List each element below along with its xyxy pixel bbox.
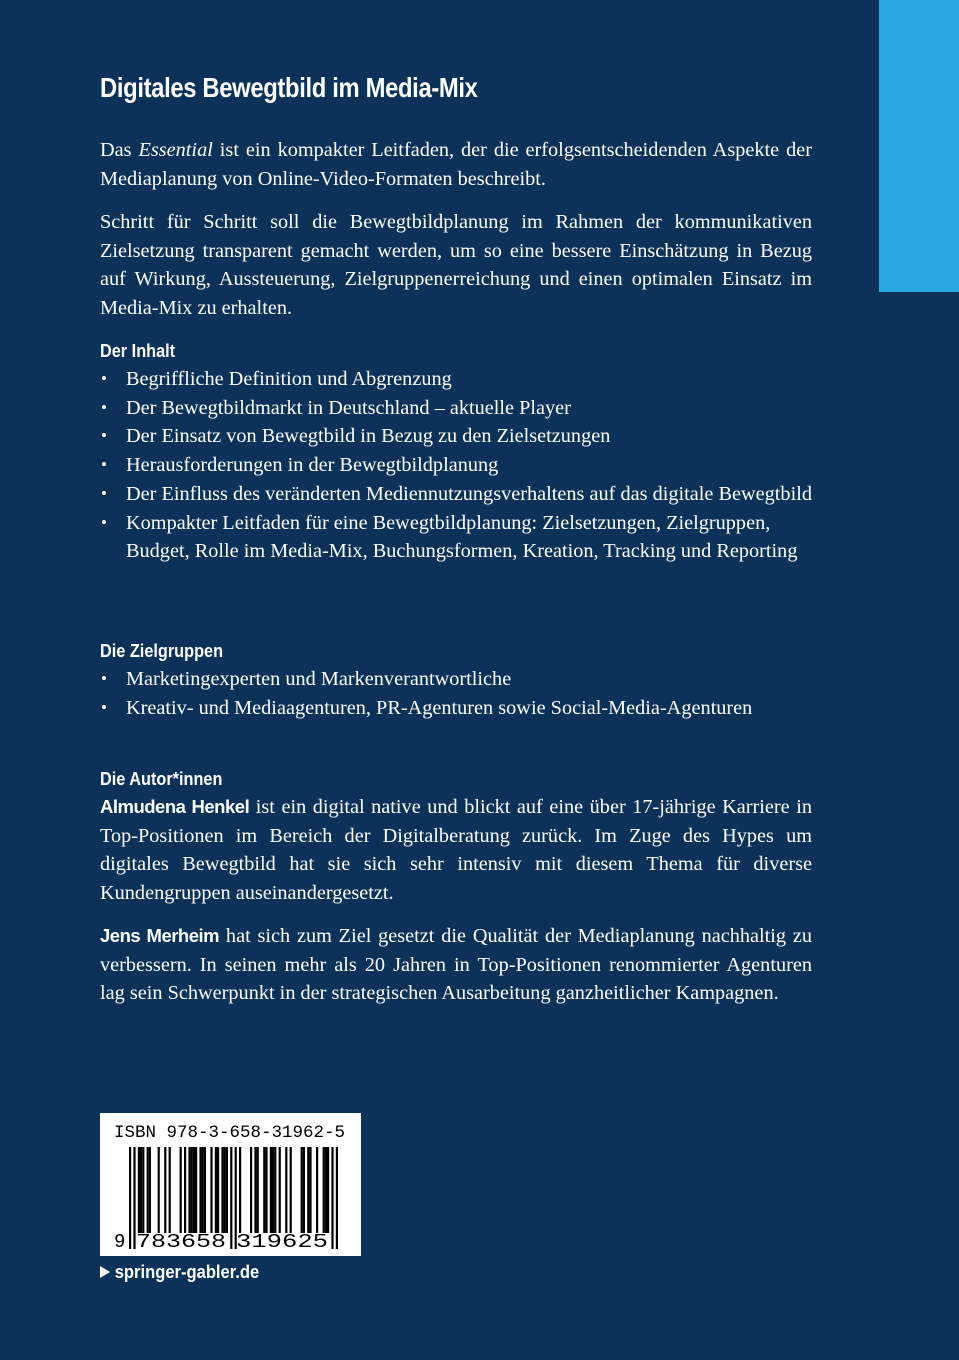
barcode-bar <box>290 1147 292 1233</box>
barcode-bar <box>303 1147 305 1233</box>
list-item: • Kompakter Leitfaden für eine Bewegtbildplanung: Zielsetzungen, Zielgruppen, Budget, Rolle im Media-Mix, Buchungsformen, Kreation, Tracking und Reporting <box>100 509 812 566</box>
zielgruppen-heading: Die Zielgruppen <box>100 640 224 661</box>
description-paragraph: Schritt für Schritt soll die Bewegtbildplanung im Rahmen der kommunikativen Zielsetzung transparent gemacht werden, um so eine bessere Einschätzung in Bezug auf Wirkung, Aussteuerung, Zielgruppenerreichung und einen optimalen Einsatz im Media-Mix zu erhalten. <box>100 211 812 320</box>
barcode-bar <box>164 1147 166 1233</box>
author1-bio: ist ein digital native und blickt auf eine über 17-jährige Karriere in Top-Positionen im Bereich der Digitalberatung zurück. Im Zuge des Hypes um digitales Bewegtbild hat sie sich sehr intensiv mit diesem Thema für diverse Kundengruppen auseinandergesetzt. <box>100 796 812 905</box>
barcode-bar <box>309 1147 311 1233</box>
publisher-url: springer-gabler.de <box>114 1262 260 1282</box>
barcode-bar <box>239 1147 241 1233</box>
list-item: • Herausforderungen in der Bewegtbildplanung <box>100 451 812 480</box>
barcode-bar <box>188 1147 190 1233</box>
barcode-bar <box>336 1147 338 1249</box>
list-item: • Der Einfluss des veränderten Mediennutzungsverhaltens auf das digitale Bewegtbild <box>100 480 812 509</box>
barcode-bar <box>191 1147 193 1233</box>
barcode-bar <box>254 1147 256 1233</box>
intro-emphasis: Essential <box>138 139 213 161</box>
barcode-bar <box>180 1147 182 1233</box>
list-item: • Der Einsatz von Bewegtbild in Bezug zu den Zielsetzungen <box>100 422 812 451</box>
barcode-bar <box>327 1147 329 1233</box>
barcode-bar <box>199 1147 201 1233</box>
author2-name: Jens Merheim <box>100 925 220 946</box>
barcode-bar <box>217 1147 219 1233</box>
barcode-graphic <box>100 1113 361 1256</box>
list-item: • Der Bewegtbildmarkt in Deutschland – aktuelle Player <box>100 394 812 423</box>
barcode-bar <box>221 1147 223 1233</box>
barcode-bar <box>210 1147 212 1233</box>
barcode-bar <box>279 1147 281 1233</box>
isbn-label: ISBN 978-3-658-31962-5 <box>114 1123 346 1143</box>
zielgruppen-list <box>100 665 812 722</box>
author1-name: Almudena Henkel <box>100 796 250 817</box>
barcode-bar <box>274 1147 276 1233</box>
barcode-bar <box>301 1147 303 1233</box>
inhalt-heading: Der Inhalt <box>100 340 176 361</box>
author1-paragraph <box>100 793 812 908</box>
arrow-right-icon <box>100 1266 110 1278</box>
book-title: Digitales Bewegtbild im Media-Mix <box>100 72 478 103</box>
barcode-bar <box>202 1147 204 1233</box>
barcode-bar <box>272 1147 274 1233</box>
inhalt-list <box>100 365 812 566</box>
barcode-bar <box>331 1147 333 1249</box>
author2-bio: hat sich zum Ziel gesetzt die Qualität der Mediaplanung nachhaltig zu verbessern. In seinen mehr als 20 Jahren in Top-Positionen renommierter Agenturen lag sein Schwerpunkt in der strategischen Ausarbeitung ganzheitlicher Kampagnen. <box>100 925 812 1005</box>
barcode-bar <box>204 1147 206 1233</box>
barcode-digits-right: 319625 <box>236 1231 328 1253</box>
barcode-bar <box>265 1147 267 1233</box>
accent-bar <box>879 0 959 292</box>
barcode-bar <box>149 1147 151 1233</box>
barcode-bar <box>138 1147 140 1233</box>
barcode-bar <box>323 1147 325 1233</box>
list-item: • Begriffliche Definition und Abgrenzung <box>100 365 812 394</box>
barcode-bar <box>129 1147 131 1249</box>
barcode-bar <box>169 1147 171 1233</box>
barcode-bar <box>307 1147 309 1233</box>
barcode-bar <box>257 1147 259 1233</box>
author2-paragraph <box>100 922 812 1008</box>
barcode-bar <box>263 1147 265 1233</box>
barcode-bar <box>224 1147 226 1233</box>
intro-text-before: Das <box>100 139 139 161</box>
barcode-bar <box>230 1147 232 1249</box>
barcode-bar <box>147 1147 149 1233</box>
list-item: • Kreativ- und Mediaagenturen, PR-Agenturen sowie Social-Media-Agenturen <box>100 694 812 723</box>
barcode-bar <box>215 1147 217 1233</box>
barcode-bar <box>195 1147 197 1233</box>
barcode-bar <box>285 1147 287 1233</box>
barcode-bar <box>184 1147 186 1233</box>
barcode-bar <box>193 1147 195 1233</box>
publisher-link[interactable] <box>100 1262 259 1283</box>
barcode-bar <box>250 1147 252 1233</box>
intro-paragraph <box>100 136 812 193</box>
isbn-barcode <box>100 1113 361 1256</box>
barcode-bar <box>270 1147 272 1233</box>
barcode-bar <box>316 1147 318 1233</box>
barcode-bar <box>158 1147 160 1233</box>
barcode-first-digit: 9 <box>114 1231 126 1253</box>
barcode-bar <box>325 1147 327 1233</box>
barcode-digits-left: 783658 <box>136 1231 226 1253</box>
autoren-heading: Die Autor*innen <box>100 768 223 789</box>
barcode-bar <box>142 1147 144 1233</box>
barcode-bar <box>226 1147 228 1233</box>
list-item: • Marketingexperten und Markenverantwortliche <box>100 665 812 694</box>
barcode-bar <box>140 1147 142 1233</box>
intro-text-after: ist ein kompakter Leitfaden, der die erfolgsentscheidenden Aspekte der Mediaplanung von Online-Video-Formaten beschreibt. <box>100 139 812 190</box>
